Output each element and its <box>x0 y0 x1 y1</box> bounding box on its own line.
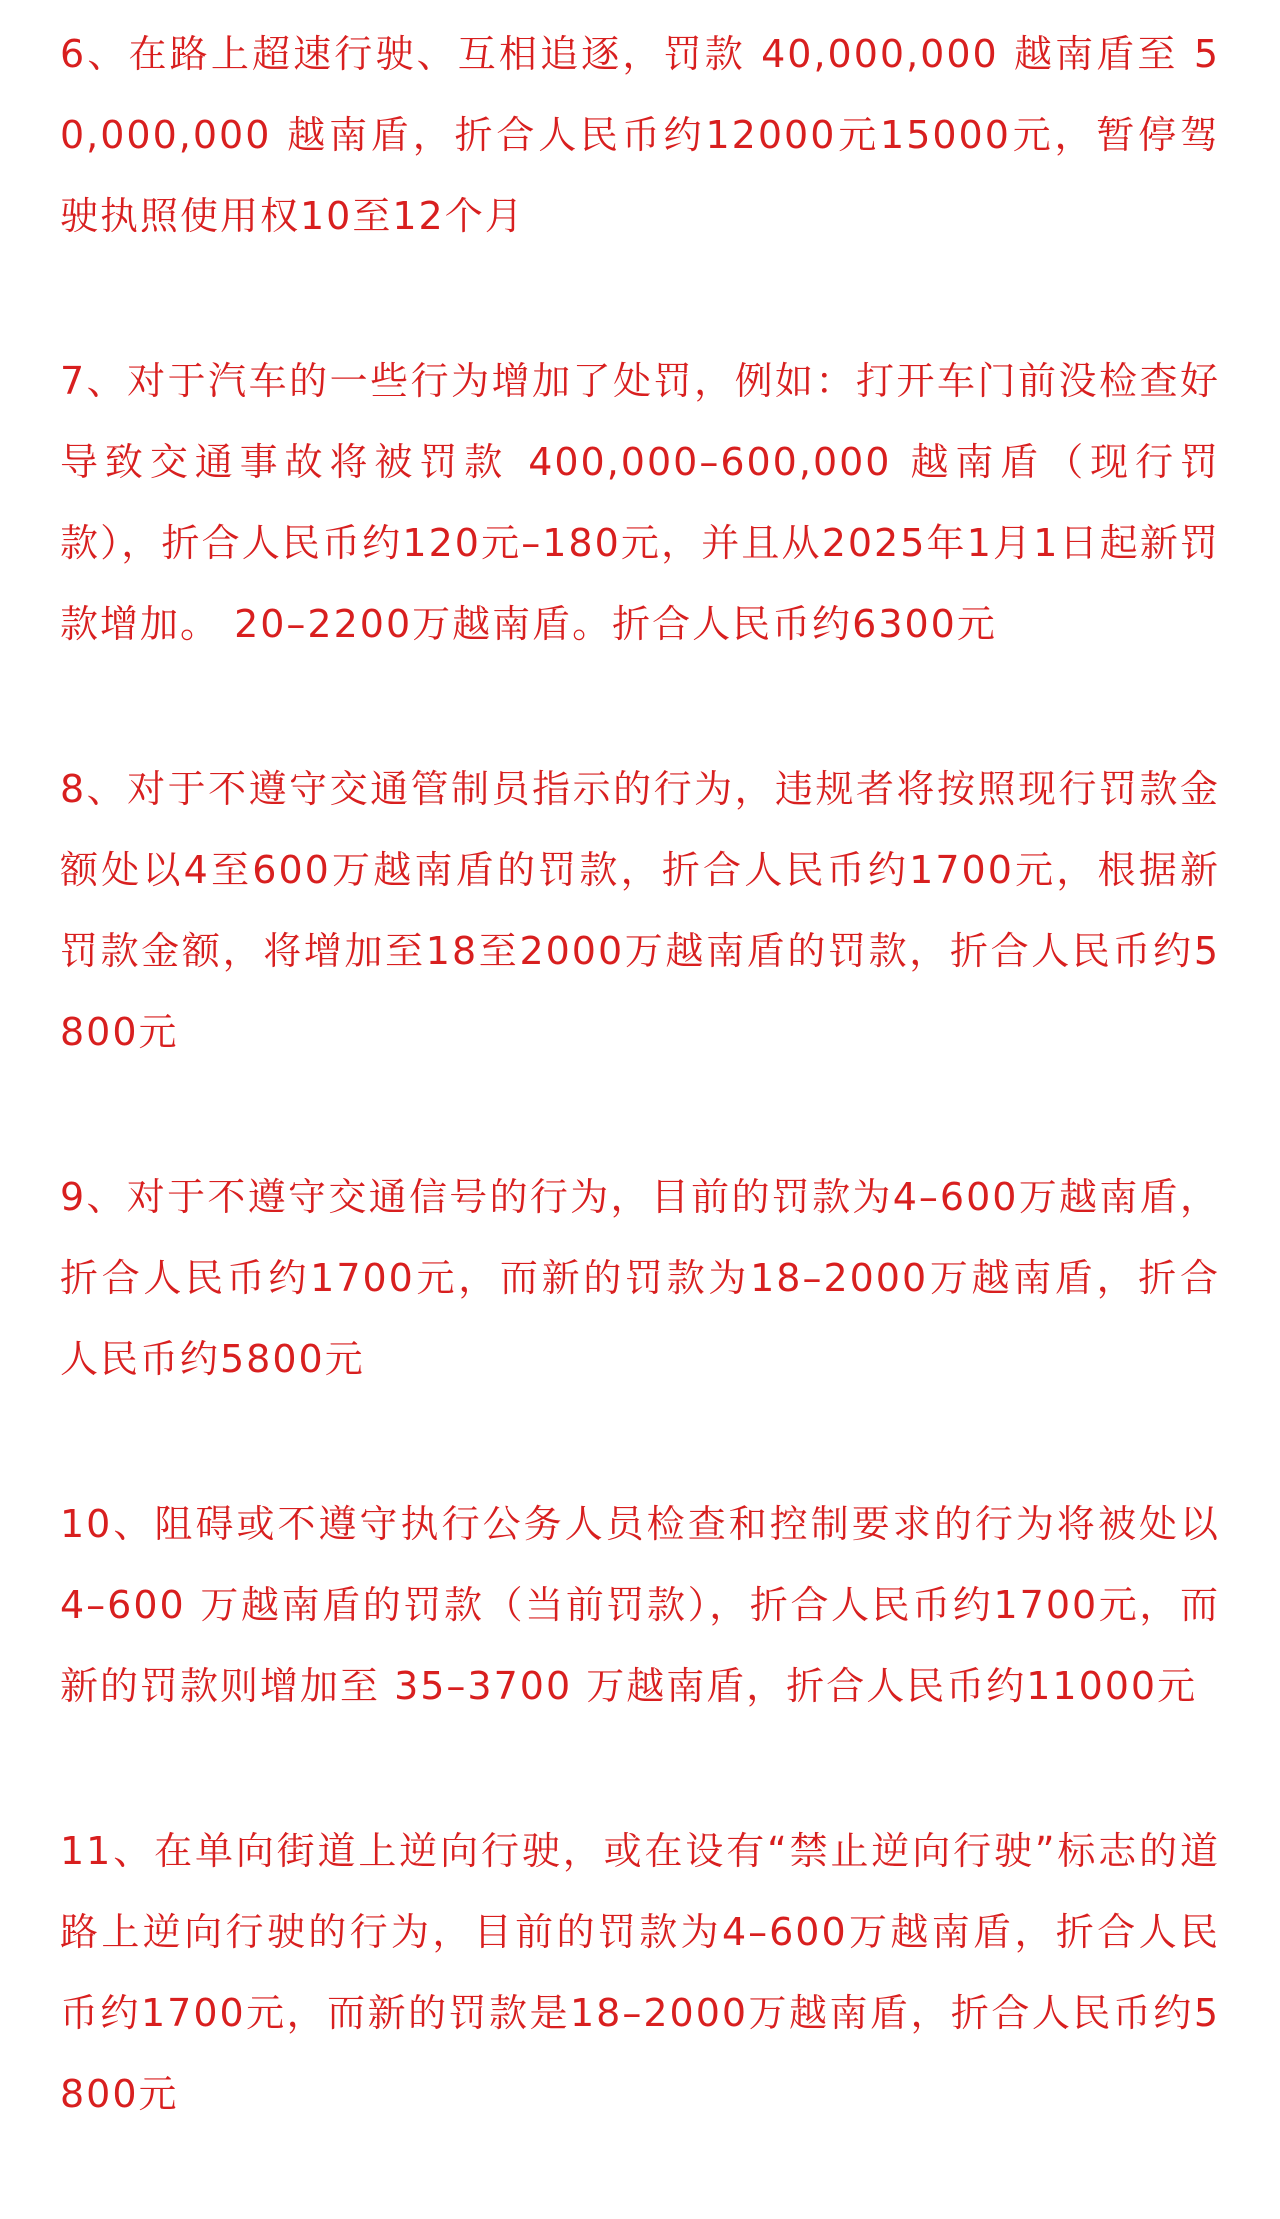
article-body <box>60 14 1220 2219</box>
paragraph-rule-10: 10、阻碍或不遵守执行公务人员检查和控制要求的行为将被处以 4–600 万越南盾的罚款（当前罚款），折合人民币约1700元，而新的罚款则增加至 35–3700 万越南盾，折合人民币约11000元 <box>60 1502 1220 1708</box>
paragraph-rule-7: 7、对于汽车的一些行为增加了处罚，例如：打开车门前没检查好导致交通事故将被罚款 400,000–600,000 越南盾（现行罚款），折合人民币约120元–180元，并且从2025年1月1日起新罚款增加。 20–2200万越南盾。折合人民币约6300元 <box>60 359 1220 646</box>
paragraph-rule-8: 8、对于不遵守交通管制员指示的行为，违规者将按照现行罚款金额处以4至600万越南盾的罚款，折合人民币约1700元，根据新罚款金额，将增加至18至2000万越南盾的罚款，折合人民币约5800元 <box>60 767 1220 1054</box>
paragraph-rule-9: 9、对于不遵守交通信号的行为，目前的罚款为4–600万越南盾，折合人民币约1700元，而新的罚款为18–2000万越南盾，折合人民币约5800元 <box>60 1175 1220 1381</box>
paragraph-rule-6: 6、在路上超速行驶、互相追逐，罚款 40,000,000 越南盾至 50,000,000 越南盾，折合人民币约12000元15000元，暂停驾驶执照使用权10至12个月 <box>60 32 1220 238</box>
paragraph-rule-11: 11、在单向街道上逆向行驶，或在设有“禁止逆向行驶”标志的道路上逆向行驶的行为，目前的罚款为4–600万越南盾，折合人民币约1700元，而新的罚款是18–2000万越南盾，折合人民币约5800元 <box>60 1829 1220 2116</box>
